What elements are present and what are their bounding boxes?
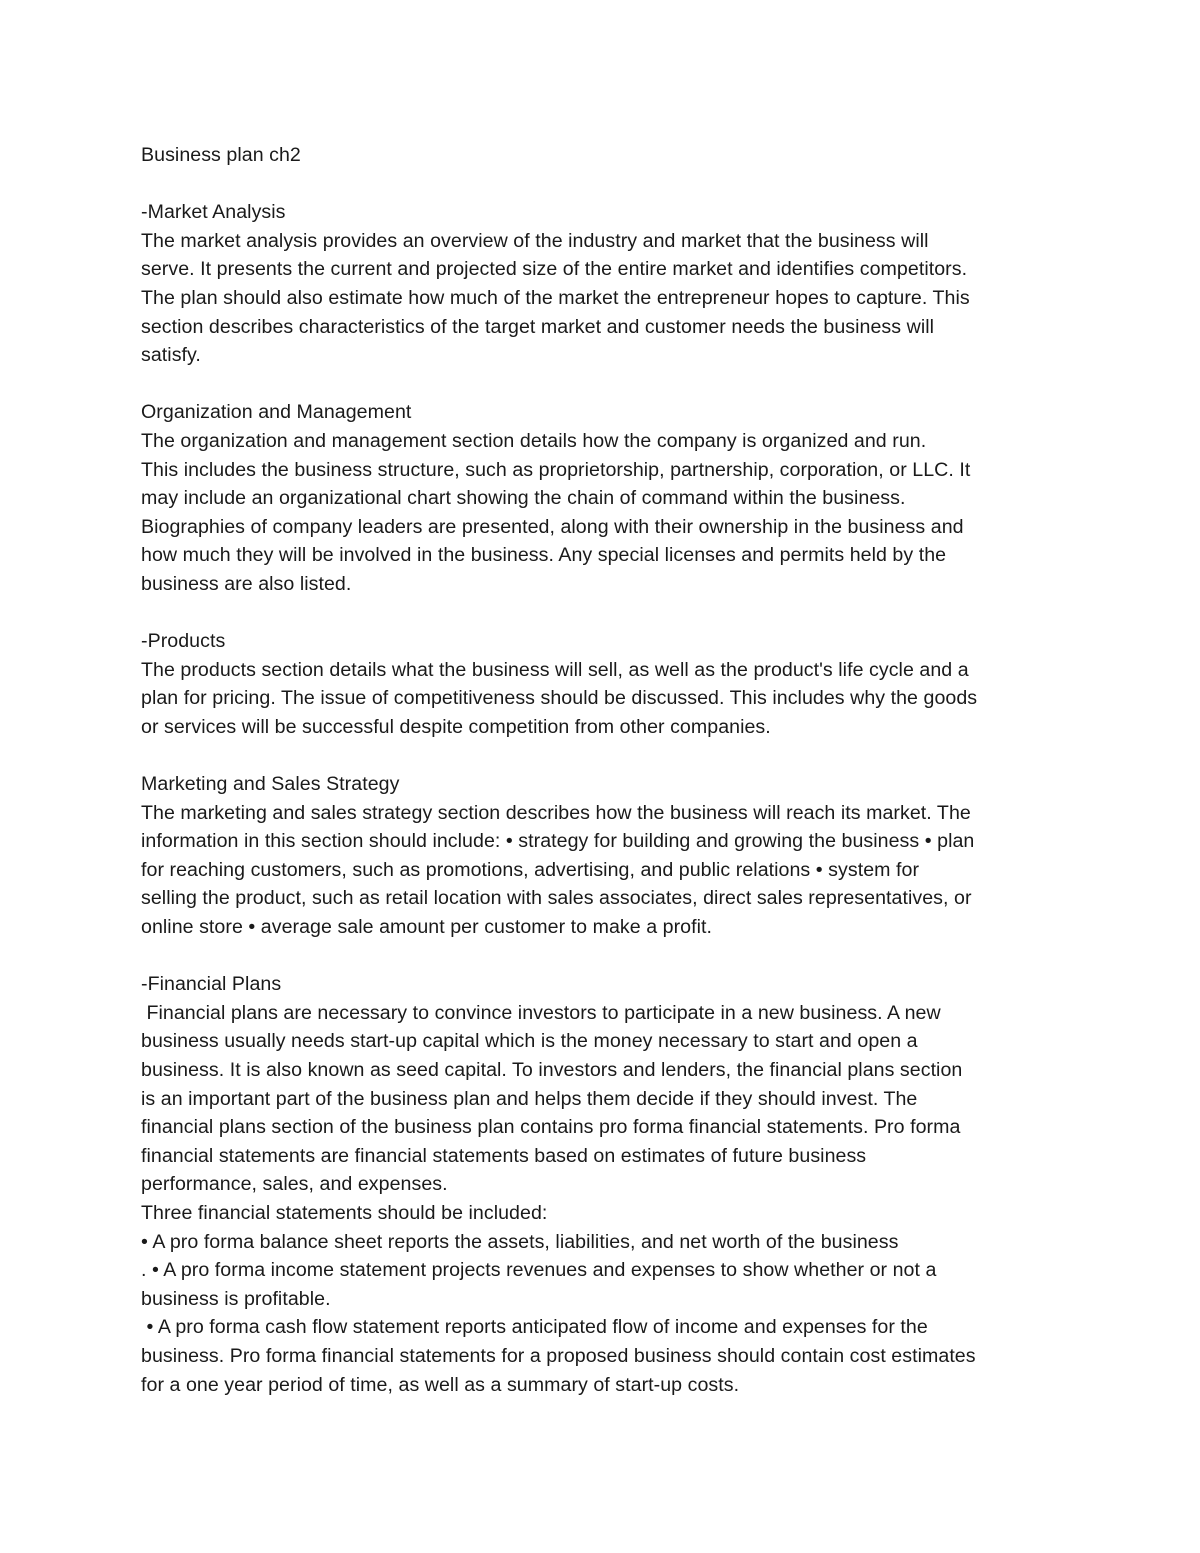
paragraph-line: business. Pro forma financial statements for a proposed business should contain cost estimates xyxy=(141,1344,976,1367)
paragraph-line: online store • average sale amount per customer to make a profit. xyxy=(141,916,712,939)
section-heading: Organization and Management xyxy=(141,401,412,424)
section-marketing-sales xyxy=(141,770,1071,942)
paragraph-line: Financial plans are necessary to convince investors to participate in a new business. A new xyxy=(141,1001,941,1024)
paragraph-line: or services will be successful despite competition from other companies. xyxy=(141,715,771,738)
document-title: Business plan ch2 xyxy=(141,144,301,166)
paragraph-line: The products section details what the business will sell, as well as the product's life cycle and a xyxy=(141,658,969,681)
section-products xyxy=(141,627,1071,741)
paragraph-line: performance, sales, and expenses. xyxy=(141,1173,448,1196)
paragraph-line: plan for pricing. The issue of competitiveness should be discussed. This includes why the goods xyxy=(141,687,978,710)
bullet-line: . • A pro forma income statement projects revenues and expenses to show whether or not a xyxy=(141,1259,937,1282)
section-heading: -Market Analysis xyxy=(141,201,286,224)
paragraph-line: business. It is also known as seed capital. To investors and lenders, the financial plans section xyxy=(141,1059,963,1081)
section-market-analysis xyxy=(141,198,1071,370)
section-heading: -Products xyxy=(141,630,226,653)
section-heading: -Financial Plans xyxy=(141,973,282,996)
document-title-block xyxy=(141,141,1071,170)
paragraph-line: The market analysis provides an overview of the industry and market that the business will xyxy=(141,229,929,252)
paragraph-line: for a one year period of time, as well as a summary of start-up costs. xyxy=(141,1373,740,1396)
bullet-line: • A pro forma balance sheet reports the assets, liabilities, and net worth of the business xyxy=(141,1230,899,1253)
paragraph-line: Three financial statements should be included: xyxy=(141,1201,548,1224)
paragraph-line: is an important part of the business plan and helps them decide if they should invest. The xyxy=(141,1087,918,1110)
paragraph-line: for reaching customers, such as promotions, advertising, and public relations • system for xyxy=(141,858,920,881)
paragraph-line: how much they will be involved in the business. Any special licenses and permits held by the xyxy=(141,544,947,567)
paragraph-line: The organization and management section details how the company is organized and run. xyxy=(141,429,927,452)
paragraph-line: The marketing and sales strategy section describes how the business will reach its market. The xyxy=(141,801,971,824)
paragraph-line: information in this section should include: • strategy for building and growing the business • plan xyxy=(141,830,975,853)
paragraph-line: This includes the business structure, such as proprietorship, partnership, corporation, or LLC. It xyxy=(141,458,971,481)
section-organization-management xyxy=(141,398,1071,598)
bullet-line: • A pro forma cash flow statement reports anticipated flow of income and expenses for the xyxy=(141,1316,928,1339)
paragraph-line: section describes characteristics of the target market and customer needs the business will xyxy=(141,315,935,338)
paragraph-line: financial plans section of the business plan contains pro forma financial statements. Pro forma xyxy=(141,1116,961,1139)
paragraph-line: business usually needs start-up capital which is the money necessary to start and open a xyxy=(141,1030,918,1053)
paragraph-line: business is profitable. xyxy=(141,1287,331,1310)
paragraph-line: financial statements are financial statements based on estimates of future business xyxy=(141,1144,867,1167)
paragraph-line: satisfy. xyxy=(141,344,201,367)
paragraph-line: serve. It presents the current and projected size of the entire market and identifies competitors. xyxy=(141,258,968,281)
section-financial-plans xyxy=(141,970,1071,1399)
paragraph-line: Biographies of company leaders are presented, along with their ownership in the business and xyxy=(141,515,964,538)
paragraph-line: business are also listed. xyxy=(141,572,352,595)
paragraph-line: may include an organizational chart showing the chain of command within the business. xyxy=(141,487,906,510)
document-body xyxy=(141,141,1071,1428)
paragraph-line: selling the product, such as retail location with sales associates, direct sales representatives, or xyxy=(141,887,972,910)
section-heading: Marketing and Sales Strategy xyxy=(141,773,400,796)
paragraph-line: The plan should also estimate how much of the market the entrepreneur hopes to capture. This xyxy=(141,286,970,309)
